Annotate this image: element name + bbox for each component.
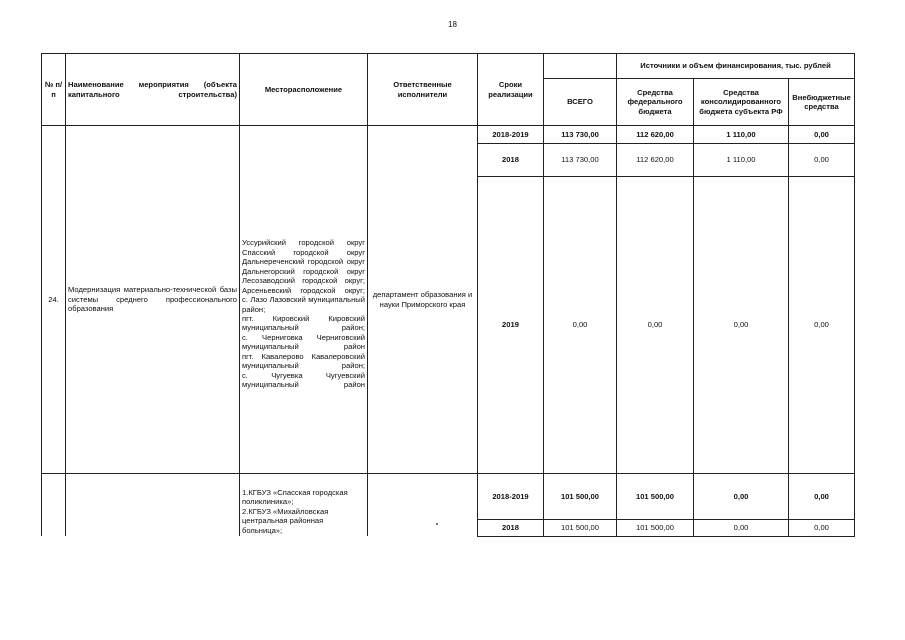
cell-period: 2019 [478, 177, 544, 474]
cell-federal: 101 500,00 [617, 519, 694, 536]
cell-extra: 0,00 [789, 126, 855, 144]
header-federal: Средства федерального бюджета [617, 79, 694, 126]
cell-period: 2018-2019 [478, 126, 544, 144]
cell-total: 101 500,00 [544, 474, 617, 520]
row24-name: Модернизация материально-технической базы системы среднего профессионального образования [66, 126, 240, 474]
header-extra: Внебюджетные средства [789, 79, 855, 126]
cell-consolidated: 0,00 [694, 474, 789, 520]
cell-period: 2018-2019 [478, 474, 544, 520]
table-row [42, 126, 855, 144]
header-terms: Сроки реализации [478, 54, 544, 126]
cell-period: 2018 [478, 519, 544, 536]
cell-total: 113 730,00 [544, 144, 617, 177]
cell-consolidated: 1 110,00 [694, 144, 789, 177]
cell-consolidated: 0,00 [694, 519, 789, 536]
table-row [42, 474, 855, 520]
cell-extra: 0,00 [789, 474, 855, 520]
cell-consolidated: 0,00 [694, 177, 789, 474]
header-responsible: Ответственные исполнители [368, 54, 478, 126]
cell-total: 0,00 [544, 177, 617, 474]
header-funding-group: Источники и объем финансирования, тыс. рублей [617, 54, 855, 79]
header-total: ВСЕГО [544, 79, 617, 126]
page-number: 18 [448, 20, 457, 29]
scan-speck [436, 523, 438, 525]
header-location: Месторасположение [240, 54, 368, 126]
header-name: Наименование мероприятия (объекта капитального строительства) [66, 54, 240, 126]
cell-total: 101 500,00 [544, 519, 617, 536]
row25-location: 1.КГБУЗ «Спасская городская поликлиника»; 2.КГБУЗ «Михайловская центральная районная больница»; [242, 488, 348, 535]
header-consolidated: Средства консолидированного бюджета субъекта РФ [694, 79, 789, 126]
cell-federal: 112 620,00 [617, 144, 694, 177]
cell-extra: 0,00 [789, 144, 855, 177]
financing-table [41, 53, 855, 537]
cell-period: 2018 [478, 144, 544, 177]
cell-consolidated: 1 110,00 [694, 126, 789, 144]
cell-federal: 0,00 [617, 177, 694, 474]
cell-total: 113 730,00 [544, 126, 617, 144]
row24-location: Уссурийский городской округ Спасский городской округ Дальнереченский городской округ Дальнегорский городской округ Лесозаводский городской округ; Арсеньевский городской округ; с. Лазо Лазовский муниципальный район; пгт. Кировский Кировский муниципальный район; с. Черниговка Черниговский муниципальный район пгт. Кавалерово Кавалеровский муниципальный район; с. Чугуевка Чугуевский муниципальный район [242, 238, 365, 390]
cell-federal: 112 620,00 [617, 126, 694, 144]
row24-num: 24. [42, 126, 66, 474]
cell-extra: 0,00 [789, 519, 855, 536]
cell-federal: 101 500,00 [617, 474, 694, 520]
row24-responsible: департамент образования и науки Приморского края [368, 126, 478, 474]
header-num: № п/п [42, 54, 66, 126]
cell-extra: 0,00 [789, 177, 855, 474]
